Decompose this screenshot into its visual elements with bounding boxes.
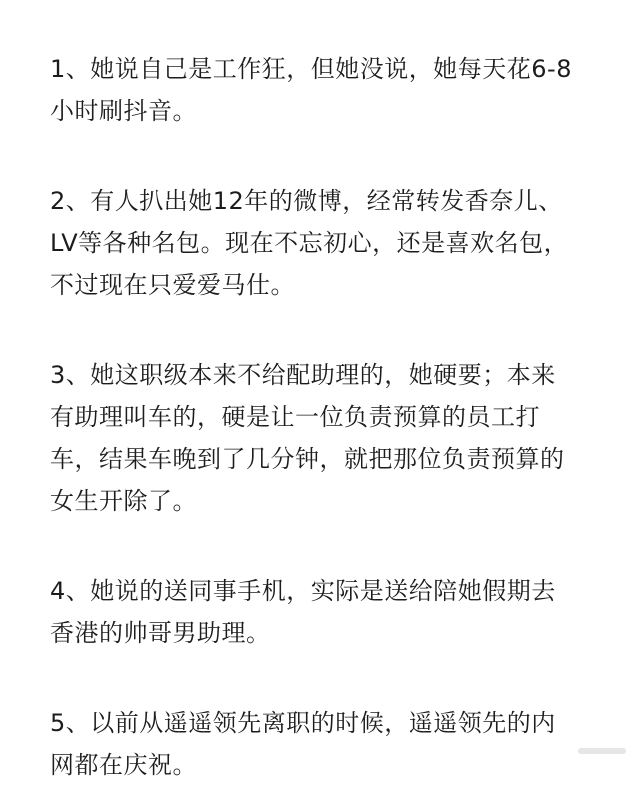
list-item-1: [50, 48, 610, 132]
list-item-4: [50, 570, 610, 654]
list-item-text-line: 网都在庆祝。: [50, 751, 197, 779]
list-item-5: [50, 702, 610, 786]
list-item-text-line: 4、她说的送同事手机，实际是送给陪她假期去: [50, 577, 556, 605]
list-item-2: [50, 180, 610, 306]
list-item-text-line: LV等各种名包。现在不忘初心，还是喜欢名包，: [50, 229, 569, 257]
list-item-text-line: 女生开除了。: [50, 487, 197, 515]
faint-watermark-mark: [578, 748, 626, 754]
list-item-3: [50, 354, 610, 522]
list-item-text-line: 车，结果车晚到了几分钟，就把那位负责预算的: [50, 445, 565, 473]
list-item-text-line: 小时刷抖音。: [50, 97, 197, 125]
list-item-text-line: 不过现在只爱爱马仕。: [50, 271, 295, 299]
list-item-text-line: 5、以前从遥遥领先离职的时候，遥遥领先的内: [50, 709, 556, 737]
list-item-text-line: 有助理叫车的，硬是让一位负责预算的员工打: [50, 403, 540, 431]
list-item-text-line: 香港的帅哥男助理。: [50, 619, 271, 647]
list-item-text-line: 2、有人扒出她12年的微博，经常转发香奈儿、: [50, 187, 563, 215]
numbered-list: [50, 48, 610, 786]
list-item-text-line: 1、她说自己是工作狂，但她没说，她每天花6-8: [50, 55, 572, 83]
list-item-text-line: 3、她这职级本来不给配助理的，她硬要；本来: [50, 361, 556, 389]
